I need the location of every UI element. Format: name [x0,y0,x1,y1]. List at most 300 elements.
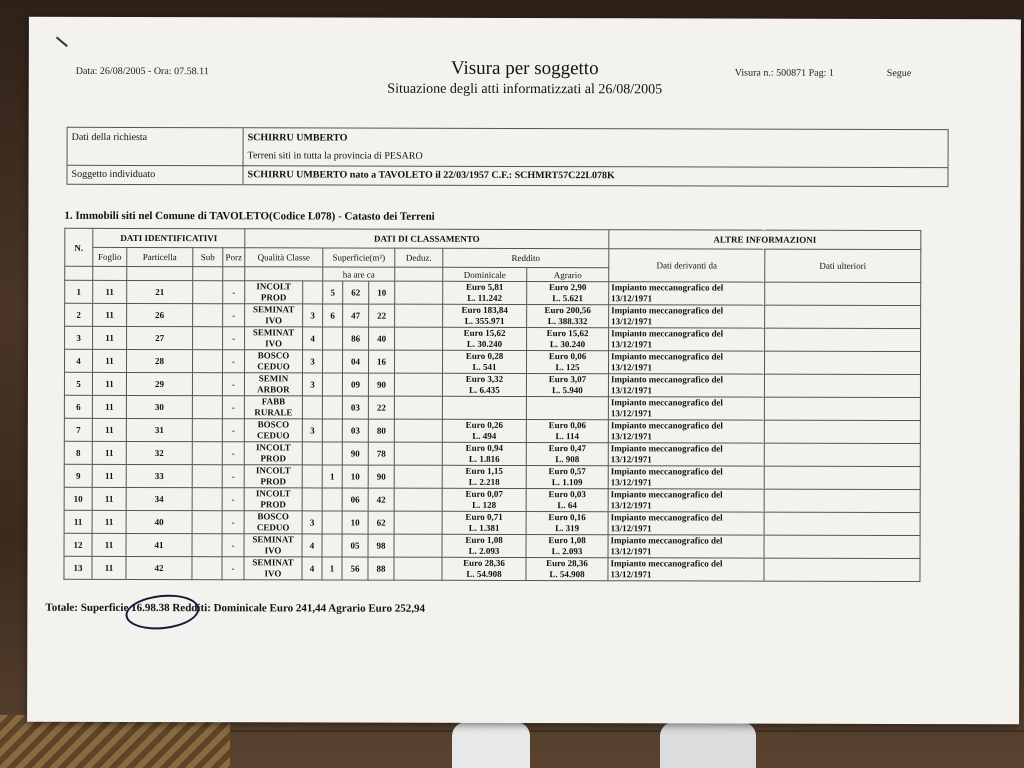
table-row [65,326,921,351]
cell-line: Impianto meccanografico del [610,443,723,454]
cell-are [342,373,368,396]
cell-ha [322,373,342,396]
cell-foglio [92,533,126,556]
table-row [64,395,920,420]
cell-line: Euro 1,08 [548,535,586,546]
cell-line: 10 [350,517,360,528]
cell-line: 41 [154,539,164,550]
cell-dati-derivanti [608,535,764,558]
cell-line: 05 [350,540,360,551]
cell-line: 27 [155,332,165,343]
cell-ca [369,281,395,304]
header-deduz: Deduz. [395,248,443,267]
cell-reddito-agrario [526,489,608,512]
cell-line: PROD [260,453,287,464]
cell-are [343,327,369,350]
cell-porz [222,419,244,442]
cell-line: Euro 0,07 [465,488,503,499]
cell-line: 5 [330,286,335,298]
cell-line: 42 [154,562,164,573]
cell-line: 03 [350,402,360,413]
cell-classe [302,511,322,534]
cell-dati-ulteriori [764,466,920,489]
cell-qualita [244,511,302,534]
cell-dati-ulteriori [765,282,921,305]
cell-line: 90 [376,471,386,482]
cell-are [342,442,368,465]
cell-line: 10 [377,287,387,298]
cell-ha [323,304,343,327]
table-row [64,372,920,397]
cell-line: IVO [264,545,282,556]
cell-row-number [65,280,93,303]
cell-line: 13/12/1971 [610,477,652,488]
cell-deduz [394,373,442,396]
cell-line: L. 125 [555,362,580,373]
cell-classe [303,281,323,304]
cell-qualita [245,304,303,327]
cell-line: L. 2.093 [551,546,583,557]
cell-line: Euro 15,62 [546,328,589,339]
cell-particella [126,441,192,464]
cell-deduz [394,511,442,534]
cell-line: 11 [73,516,83,527]
cell-dati-ulteriori [764,535,920,558]
cell-line: 5 [76,378,81,389]
cell-reddito-agrario [526,512,608,535]
cell-line: Euro 3,32 [465,373,504,384]
cell-line: 9 [75,470,81,481]
cell-particella [126,533,192,556]
cell-sub [192,442,222,465]
cell-ha [322,488,342,511]
table-row [65,280,921,305]
cell-line: - [231,470,235,481]
cell-row-number [64,441,92,464]
header-qualita-classe: Qualità Classe [245,248,323,267]
cell-particella [126,395,192,418]
cell-reddito-agrario [526,466,608,489]
cell-porz [222,465,244,488]
header-dati-derivanti: Dati derivanti da [609,249,765,282]
cell-classe [302,442,322,465]
cell-ha [322,534,342,557]
table-row [64,533,920,558]
cell-particella [126,510,192,533]
header-date-time: Data: 26/08/2005 - Ora: 07.58.11 [75,65,209,78]
cell-line: L. 908 [555,454,580,465]
cell-line: 22 [377,310,387,321]
cell-line: 32 [154,447,164,458]
cell-ca [368,557,394,580]
cell-ca [368,419,394,442]
table-body [64,280,921,581]
cell-sub [192,419,222,442]
cell-dati-derivanti [608,374,764,397]
cell-line: 11 [105,309,114,320]
header-sub: Sub [193,248,223,267]
table-row [64,349,920,374]
cell-are [342,465,368,488]
cell-line: 90 [376,379,386,390]
cell-line: - [231,401,235,412]
cell-are [342,350,368,373]
segue-label: Segue [886,67,912,80]
cell-ha [322,511,342,534]
cell-line: Impianto meccanografico del [611,305,724,316]
cell-foglio [92,395,126,418]
cell-reddito-dominicale [442,511,526,534]
cell-line: ARBOR [257,384,290,395]
cell-qualita [244,557,302,580]
cell-line: - [231,562,235,573]
cell-line: Euro 0,47 [548,443,586,454]
cell-line: 4 [310,332,315,343]
cell-reddito-agrario [526,535,608,558]
cell-line: PROD [260,292,287,303]
cell-line: 3 [309,516,315,527]
cell-row-number [65,326,93,349]
cell-dati-derivanti [609,305,765,328]
cell-particella [126,464,192,487]
cell-line: FABB [261,396,286,407]
cell-line: 11 [105,447,114,458]
section-title: 1. Immobili siti nel Comune di TAVOLETO(Codice L078) - Catasto dei Terreni [64,209,435,223]
cell-line: Euro 1,08 [465,534,503,545]
cell-particella [126,349,192,372]
cell-reddito-dominicale [442,373,526,396]
cell-ca [368,534,394,557]
cell-line: Euro 0,06 [548,351,587,362]
cell-line: 04 [351,356,361,367]
cell-reddito-agrario [527,328,609,351]
cell-line: Euro 15,62 [463,327,506,338]
cell-line: 40 [154,516,164,527]
cell-line: 1 [329,562,335,574]
cell-deduz [394,534,442,557]
cell-line: CEDUO [256,522,290,533]
header-superficie: Superficie(m²) [323,248,395,267]
header-altre-informazioni: ALTRE INFORMAZIONI [609,230,921,250]
cell-line: L. 5.940 [552,385,583,396]
visura-number: Visura n.: 500871 Pag: 1 [734,67,834,79]
cell-sub [193,304,223,327]
cell-sub [192,350,222,373]
cell-are [343,304,369,327]
cell-row-number [64,372,92,395]
cell-foglio [92,441,126,464]
cell-line: - [231,447,235,458]
cell-deduz [395,281,443,304]
cell-line: SEMINAT [252,534,294,545]
cell-line: Impianto meccanografico del [611,351,724,362]
richiesta-nome: SCHIRRU UMBERTO [247,132,348,144]
cell-line: - [231,539,235,550]
cell-line: Impianto meccanografico del [610,535,723,546]
cell-ha [322,396,342,419]
cell-ca [368,442,394,465]
cell-line: L. 1.381 [468,522,500,533]
cell-line: L. 541 [472,361,497,372]
cell-line: BOSCO [257,419,290,430]
cell-reddito-dominicale [442,465,526,488]
cell-ca [368,488,394,511]
cell-qualita [244,488,302,511]
cell-line: Impianto meccanografico del [611,282,724,293]
cell-dati-ulteriori [765,328,921,351]
cell-line: 8 [76,447,81,458]
cell-porz [222,373,244,396]
cell-foglio [92,418,126,441]
cell-line: 13/12/1971 [611,316,653,327]
cell-line: 31 [154,424,164,435]
cell-line: Euro 0,71 [465,511,503,522]
cell-line: - [232,332,236,343]
document-subtitle: Situazione degli atti informatizzati al 26/08/2005 [387,81,663,98]
header-ha-are-ca: ha are ca [323,267,395,281]
cell-reddito-agrario [526,558,608,581]
cell-porz [222,442,244,465]
cell-row-number [64,533,92,556]
cell-line: IVO [264,568,282,579]
cell-classe [302,557,322,580]
header-porz: Porz [223,248,245,267]
cell-line: 56 [350,563,360,574]
cell-are [342,396,368,419]
cell-row-number [64,418,92,441]
cell-line: IVO [265,315,283,326]
wicker-basket [0,715,230,768]
cell-dati-derivanti [608,397,764,420]
table-row [64,464,920,489]
cell-qualita [244,350,302,373]
cell-line: Euro 5,81 [466,281,504,292]
cell-line: L. 319 [555,523,580,534]
cell-line: Impianto meccanografico del [611,328,724,339]
document-sheet [27,17,1021,725]
cell-dati-ulteriori [764,512,920,535]
cell-line: Euro 200,56 [544,305,591,316]
table-row [64,487,920,512]
cell-line: 33 [154,470,164,481]
cell-line: 13/12/1971 [610,385,652,396]
cell-foglio [92,487,126,510]
cell-reddito-agrario [526,420,608,443]
cell-line: - [232,355,236,366]
cell-dati-derivanti [608,420,764,443]
cell-sub [192,557,222,580]
cell-line: - [231,516,235,527]
cell-porz [222,557,244,580]
cell-reddito-dominicale [442,442,526,465]
header-dati-classamento: DATI DI CLASSAMENTO [245,229,609,249]
header-foglio: Foglio [93,247,127,266]
cell-line: 29 [154,378,164,389]
cell-line: 47 [351,310,361,321]
cell-ca [369,304,395,327]
cell-line: L. 6.435 [469,384,500,395]
cell-porz [222,488,244,511]
cell-line: L. 2.093 [468,545,500,556]
cell-line: SEMINAT [252,557,294,568]
cell-particella [127,280,193,303]
cell-sub [193,327,223,350]
cell-line: 21 [155,286,165,297]
cell-line: 78 [376,448,386,459]
cell-porz [223,281,245,304]
cell-particella [127,303,193,326]
cell-ca [368,511,394,534]
cell-ha [322,465,342,488]
header-blank [395,267,443,281]
cell-classe [302,488,322,511]
cell-line: 4 [309,562,315,573]
cell-line: 62 [351,287,361,298]
cell-line: Euro 28,36 [463,557,505,568]
cell-line: 28 [155,355,165,366]
request-divider-vertical [242,128,243,184]
cell-foglio [93,303,127,326]
cell-reddito-dominicale [443,304,527,327]
left-shoe [452,722,530,768]
handwritten-circle [124,591,201,632]
cell-line: 3 [310,424,315,435]
table-row [64,510,920,535]
cell-classe [302,396,322,419]
header-dati-ulteriori: Dati ulteriori [765,249,921,282]
cell-ha [322,419,342,442]
right-shoe [660,722,756,768]
cell-particella [126,418,192,441]
cell-line: 11 [104,562,114,573]
cell-porz [222,534,244,557]
cell-line: 40 [377,333,387,344]
cell-reddito-dominicale [442,419,526,442]
cell-foglio [93,280,127,303]
cell-line: 3 [310,309,315,320]
cell-foglio [92,372,126,395]
cell-classe [302,419,322,442]
cell-qualita [244,419,302,442]
cell-particella [126,487,192,510]
cell-line: 80 [376,425,386,436]
document-title: Visura per soggetto [450,57,599,80]
cell-line: Euro 2,90 [549,282,587,293]
cell-line: 12 [73,539,83,550]
cell-line: 13 [73,562,83,573]
cadastral-table [63,228,921,582]
cell-deduz [394,396,442,419]
cell-classe [302,465,322,488]
cell-reddito-dominicale [442,396,526,419]
cell-dati-derivanti [608,489,764,512]
cell-reddito-agrario [526,443,608,466]
cell-line: 4 [76,355,81,366]
cell-classe [302,373,322,396]
cell-line: 10 [350,471,360,482]
cell-dati-ulteriori [765,305,921,328]
cell-line: 13/12/1971 [610,431,652,442]
cell-foglio [92,464,126,487]
cell-classe [303,304,323,327]
cell-sub [192,465,222,488]
cell-line: 34 [154,493,164,504]
cell-line: 2 [76,309,81,320]
cell-are [342,534,368,557]
cell-line: CEDUO [257,361,290,372]
request-divider-horizontal [68,165,948,168]
cell-reddito-agrario [527,305,609,328]
cell-foglio [92,556,126,579]
cell-line: - [231,378,235,389]
cell-ca [368,396,394,419]
cell-line: - [231,493,235,504]
cell-dati-derivanti [608,351,764,374]
cell-line: SEMINAT [252,327,295,338]
cell-line: Impianto meccanografico del [610,420,723,431]
table-row [64,418,920,443]
cell-line: Euro 183,84 [461,304,508,315]
cell-line: 11 [104,470,114,481]
header-blank [65,266,93,280]
cell-foglio [92,349,126,372]
cell-ca [368,350,394,373]
table-row [65,303,921,328]
cell-reddito-dominicale [443,327,527,350]
cell-dati-derivanti [609,282,765,305]
header-blank [93,266,127,280]
cell-line: 13/12/1971 [610,454,652,465]
cell-particella [127,326,193,349]
cell-line: INCOLT [256,281,292,292]
cell-particella [126,372,192,395]
cell-line: 3 [310,378,315,389]
cell-ha [323,281,343,304]
cell-line: 11 [104,539,114,550]
cell-deduz [394,442,442,465]
pen-mark [56,37,68,48]
cell-line: 11 [104,516,114,527]
cell-qualita [244,465,302,488]
cell-ha [322,350,342,373]
cell-line: 16 [377,356,387,367]
cell-dati-ulteriori [764,489,920,512]
cell-row-number [64,464,92,487]
cell-qualita [244,396,302,419]
cell-line: L. 11.242 [467,292,503,303]
cell-line: Euro 0,26 [465,419,504,430]
cell-line: 13/12/1971 [610,500,652,511]
cell-line: INCOLT [255,442,291,453]
header-blank [127,266,193,280]
cell-line: 26 [155,309,165,320]
cell-line: Impianto meccanografico del [610,558,723,569]
table-row [64,556,920,581]
cell-line: L. 54.908 [549,569,585,580]
header-blank [245,267,323,281]
cell-deduz [394,488,442,511]
cell-line: BOSCO [257,350,290,361]
cell-line: PROD [260,476,286,487]
cell-dati-derivanti [608,558,764,581]
cell-qualita [244,534,302,557]
cell-line: - [231,424,235,435]
cell-row-number [64,487,92,510]
richiesta-terreni: Terreni siti in tutta la provincia di PESARO [247,150,423,162]
cell-deduz [395,327,443,350]
cell-line: Euro 0,16 [548,512,586,523]
cell-line: INCOLT [255,488,291,499]
